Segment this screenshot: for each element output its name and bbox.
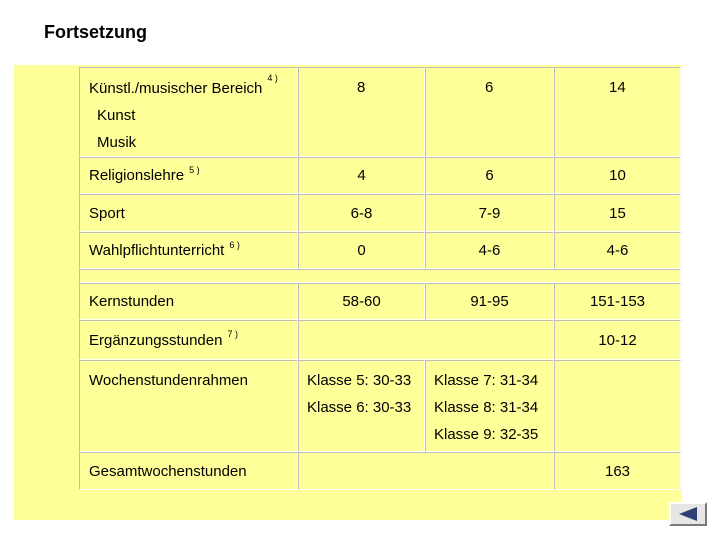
footnote-ref: 4 ): [267, 73, 278, 83]
row-label-rahmen: Wochenstundenrahmen: [89, 372, 248, 389]
row-label-sport: Sport: [79, 194, 298, 232]
klasse-5-range: Klasse 5: 30-33: [307, 372, 412, 389]
row-label-kernstunden: Kernstunden: [79, 283, 298, 320]
back-arrow-icon: [676, 506, 700, 522]
table-cell: 4-6: [425, 232, 554, 269]
klasse-9-range: Klasse 9: 32-35: [434, 426, 539, 443]
page-title: Fortsetzung: [44, 22, 147, 42]
table-cell: 0: [298, 232, 425, 269]
row-label-religion: Religionslehre $^{5 )}$: [79, 157, 298, 194]
klasse-7-range: Klasse 7: 31-34: [434, 372, 539, 389]
row-label-gesamt: Gesamtwochenstunden: [79, 452, 298, 490]
table-cell: 15: [554, 194, 681, 232]
table-cell: 10-12: [554, 320, 681, 360]
table-cell: 4-6: [554, 232, 681, 269]
row-label-ergaenzung: Ergänzungsstunden $^{7 )}$: [79, 320, 298, 360]
table-cell: 163: [554, 452, 681, 490]
table-cell: [298, 360, 425, 452]
klasse-8-range: Klasse 8: 31-34: [434, 399, 539, 416]
row-label-kuenstl: Künstl./musischer Bereich$^{4 )}$: [89, 73, 278, 97]
back-button[interactable]: [669, 502, 707, 526]
row-label-wahlpflicht: Wahlpflichtunterricht $^{6 )}$: [79, 232, 298, 269]
row-sublabel-musik: Musik: [97, 134, 137, 151]
footnote-ref: 5 ): [189, 164, 200, 175]
klasse-6-range: Klasse 6: 30-33: [307, 399, 412, 416]
table-cell-empty: [298, 452, 554, 490]
table-cell-kuenstl-label: [79, 67, 298, 157]
table-cell-empty: [298, 320, 554, 360]
table-cell-empty: [554, 360, 681, 452]
table-cell: 58-60: [298, 283, 425, 320]
footnote-ref: 6 ): [229, 239, 240, 250]
table-cell: 14: [554, 67, 681, 157]
table-cell: 7-9: [425, 194, 554, 232]
table-cell: 6-8: [298, 194, 425, 232]
table-spacer-row: [79, 269, 681, 283]
table-cell: 10: [554, 157, 681, 194]
row-sublabel-kunst: Kunst: [97, 107, 136, 124]
table-cell: 151-153: [554, 283, 681, 320]
table-cell: 6: [425, 157, 554, 194]
table-cell: 8: [298, 67, 425, 157]
table-cell: [425, 360, 554, 452]
table-cell: 6: [425, 67, 554, 157]
table-cell: 4: [298, 157, 425, 194]
table-panel: [14, 65, 682, 520]
footnote-ref: 7 ): [227, 329, 238, 339]
table-cell: 91-95: [425, 283, 554, 320]
table-cell-rahmen-label: [79, 360, 298, 452]
